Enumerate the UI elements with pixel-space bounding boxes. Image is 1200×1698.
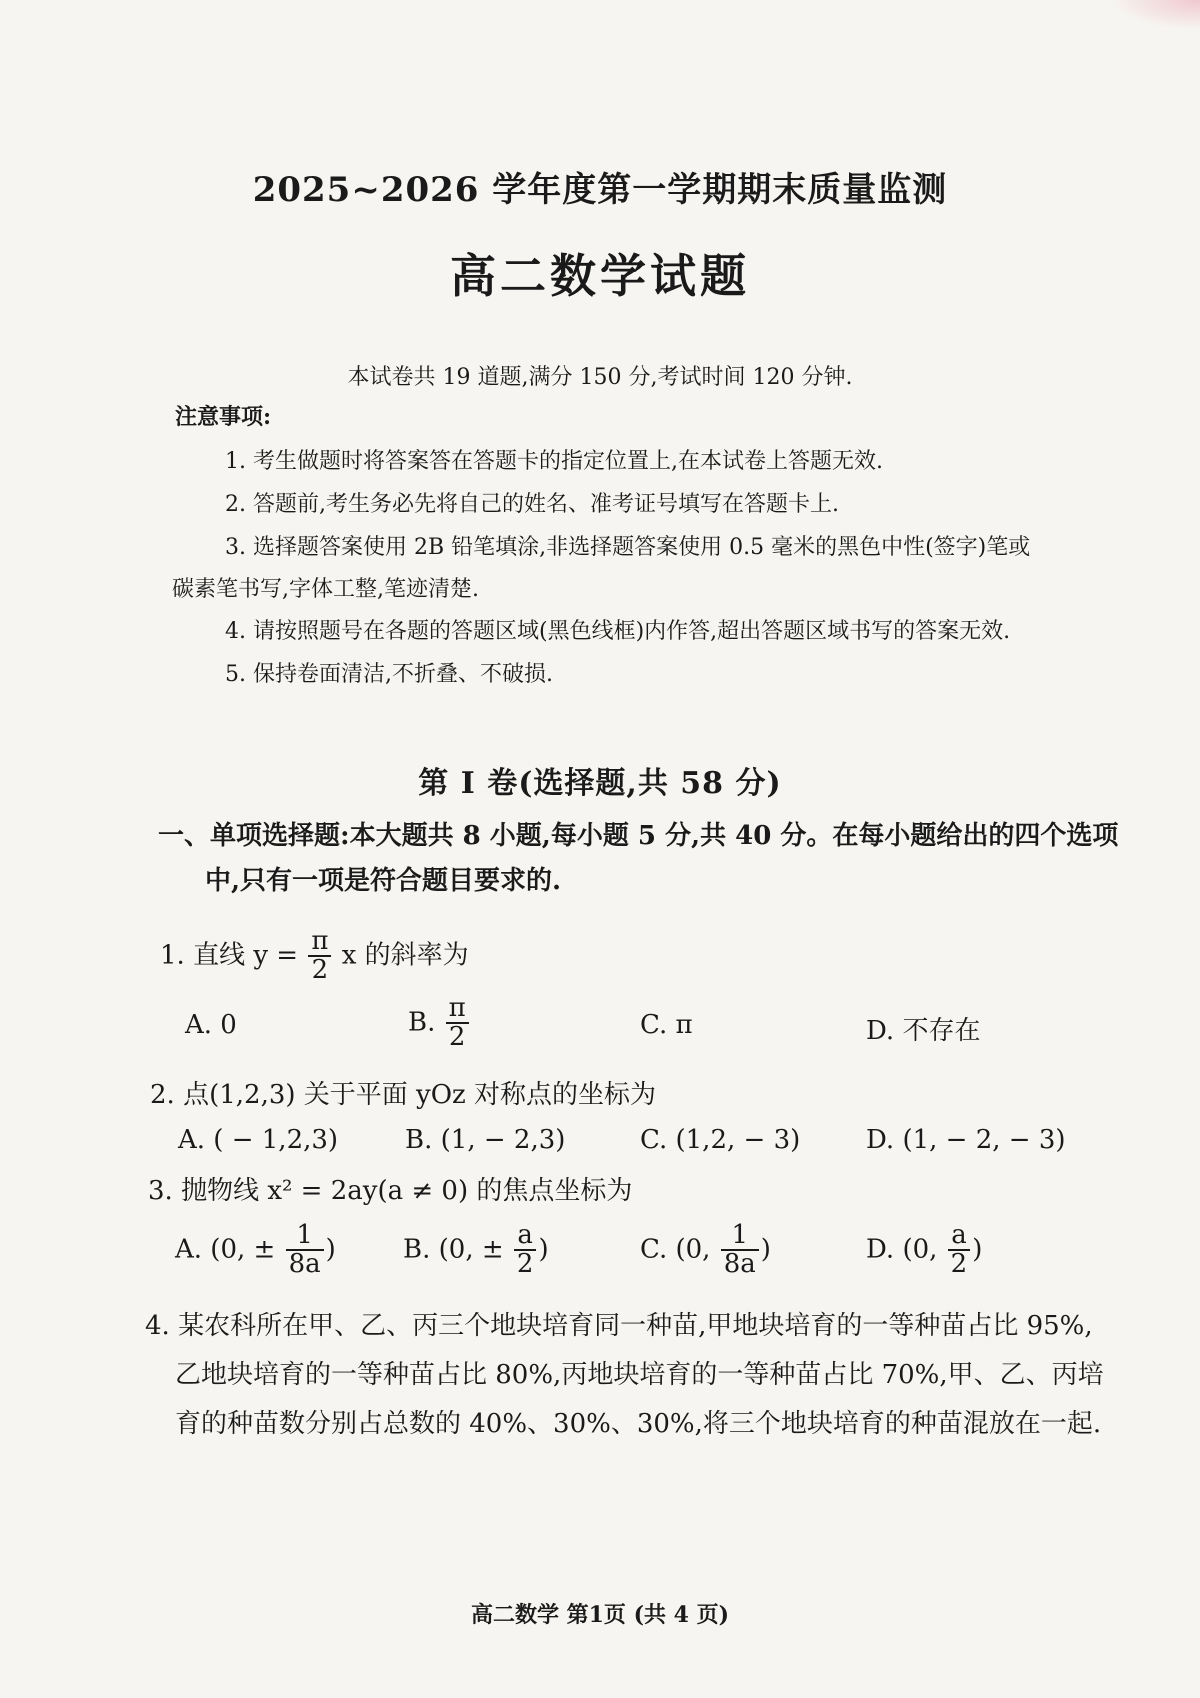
fraction-numerator: 1 [721,1222,759,1251]
notice-item: 1. 考生做题时将答案答在答题卡的指定位置上,在本试卷上答题无效. [225,449,883,474]
option-b-label: B. [408,1007,436,1038]
option-b-suffix: ) [538,1234,549,1265]
fraction-numerator: π [446,995,469,1024]
notice-heading: 注意事项: [175,404,272,430]
option-d-prefix: D. (0, [866,1234,938,1265]
option-d [866,1222,982,1279]
fraction [948,1222,971,1279]
fraction-numerator: a [514,1222,537,1251]
fraction-denominator: 8a [723,1249,756,1280]
fraction [514,1222,537,1279]
subject-title: 高二数学试题 [450,249,750,303]
fraction-denominator: 8a [288,1249,321,1280]
fraction-denominator: 2 [516,1249,534,1280]
question-4-line: 乙地块培育的一等种苗占比 80%,丙地块培育的一等种苗占比 70%,甲、乙、丙培 [175,1360,1104,1390]
option-d: D. 不存在 [866,1016,981,1046]
notice-item: 5. 保持卷面清洁,不折叠、不破损. [225,662,553,687]
section-title: 第 Ⅰ 卷(选择题,共 58 分) [418,766,782,801]
option-c: C. (1,2, − 3) [640,1125,801,1155]
question-4-line: 4. 某农科所在甲、乙、丙三个地块培育同一种苗,甲地块培育的一等种苗占比 95%, [145,1311,1093,1341]
question-4-line: 育的种苗数分别占总数的 40%、30%、30%,将三个地块培育的种苗混放在一起. [175,1409,1102,1439]
option-c-suffix: ) [760,1234,771,1265]
fraction [286,1222,324,1279]
part-instructions-continued: 中,只有一项是符合题目要求的. [205,866,562,896]
question-3: 3. 抛物线 x² = 2ay(a ≠ 0) 的焦点坐标为 [148,1176,633,1206]
option-b-prefix: B. (0, ± [403,1234,504,1265]
option-c-prefix: C. (0, [640,1234,711,1265]
option-a-suffix: ) [325,1234,336,1265]
question-2: 2. 点(1,2,3) 关于平面 yOz 对称点的坐标为 [150,1080,657,1110]
fraction [308,928,331,985]
question-1 [160,928,469,985]
fraction-denominator: 2 [311,955,329,986]
part-instructions: 一、单项选择题:本大题共 8 小题,每小题 5 分,共 40 分。在每小题给出的四个选项 [158,821,1119,851]
notice-item: 3. 选择题答案使用 2B 铅笔填涂,非选择题答案使用 0.5 毫米的黑色中性(签字)笔或 [225,535,1031,560]
fraction-denominator: 2 [950,1249,968,1280]
exam-intro: 本试卷共 19 道题,满分 150 分,考试时间 120 分钟. [347,365,853,390]
notice-item: 2. 答题前,考生务必先将自己的姓名、准考证号填写在答题卡上. [225,492,839,517]
question-1-prefix: 1. 直线 y = [160,940,299,971]
notice-item-continuation: 碳素笔书写,字体工整,笔迹清楚. [172,577,479,602]
fraction-numerator: a [948,1222,971,1251]
fraction [446,995,469,1052]
option-c: C. π [640,1010,693,1040]
option-a: A. 0 [185,1010,237,1040]
option-c [640,1222,771,1279]
option-a [175,1222,336,1279]
option-b [403,1222,549,1279]
fraction-numerator: π [308,928,331,957]
option-d: D. (1, − 2, − 3) [866,1125,1066,1155]
option-b [408,995,471,1052]
fraction-numerator: 1 [286,1222,324,1251]
exam-title: 2025~2026 学年度第一学期期末质量监测 [252,170,948,210]
option-a: A. ( − 1,2,3) [178,1125,339,1155]
fraction [721,1222,759,1279]
corner-smudge [1110,0,1200,30]
option-a-prefix: A. (0, ± [175,1234,276,1265]
fraction-denominator: 2 [448,1022,466,1053]
notice-item: 4. 请按照题号在各题的答题区域(黑色线框)内作答,超出答题区域书写的答案无效. [225,619,1011,644]
option-b: B. (1, − 2,3) [405,1125,566,1155]
option-d-suffix: ) [972,1234,983,1265]
question-1-suffix: x 的斜率为 [341,940,469,971]
page-footer: 高二数学 第1页 (共 4 页) [470,1602,730,1628]
